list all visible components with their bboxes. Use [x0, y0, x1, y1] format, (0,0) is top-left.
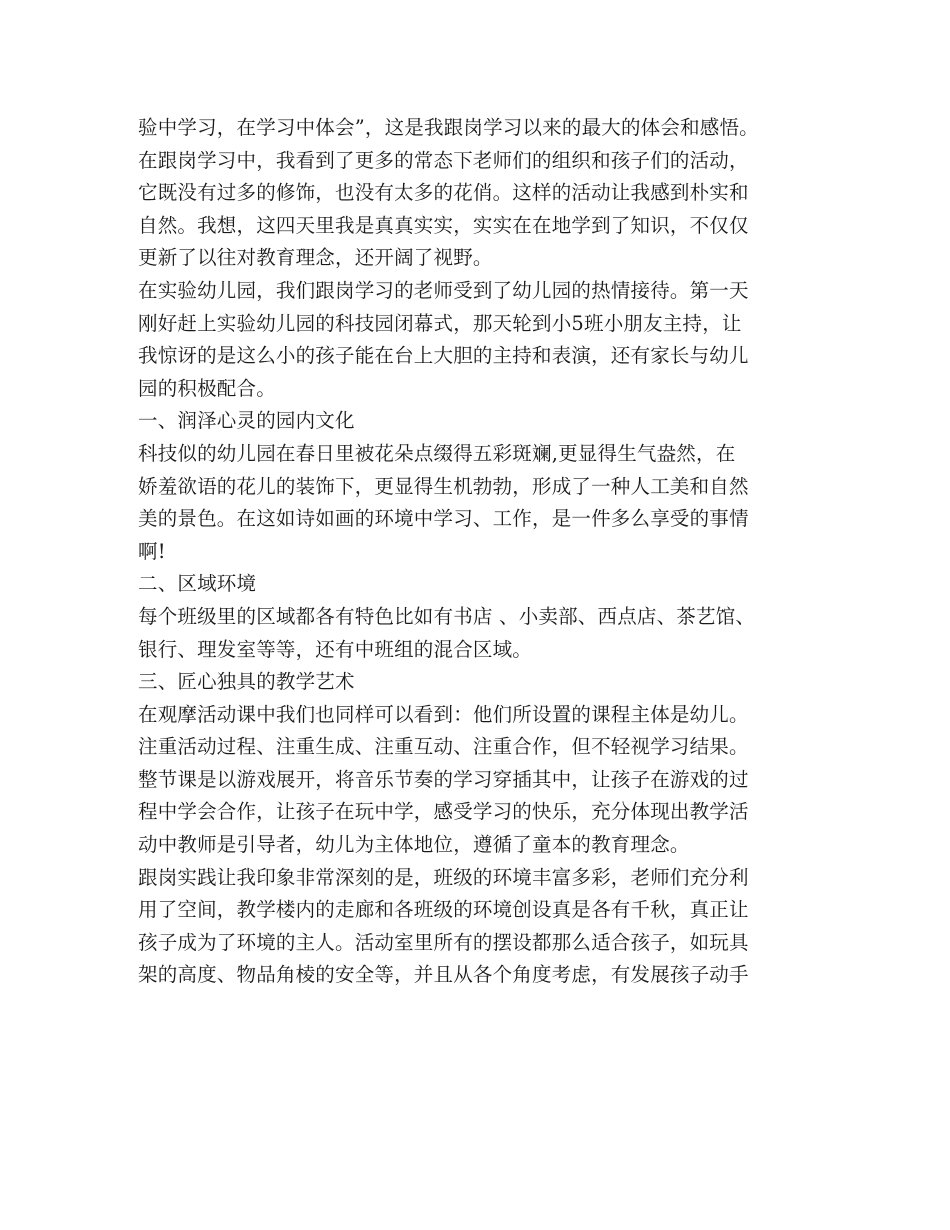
text-line: 更新了以往对教育理念，还开阔了视野。 — [138, 246, 493, 270]
section-heading: 一、润泽心灵的园内文化 — [138, 409, 355, 433]
text-line: 它既没有过多的修饰，也没有太多的花俏。这样的活动让我感到朴实和 — [138, 181, 749, 205]
text-line: 园的积极配合。 — [138, 376, 276, 400]
text-line: 科技似的幼儿园在春日里被花朵点缀得五彩斑斓,更显得生气盎然，在 — [138, 441, 736, 465]
text-line: 自然。我想，这四天里我是真真实实，实实在在地学到了知识，不仅仅 — [138, 213, 749, 237]
text-line: 刚好赶上实验幼儿园的科技园闭幕式，那天轮到小5班小朋友主持，让 — [138, 311, 742, 335]
text-line: 美的景色。在这如诗如画的环境中学习、工作，是一件多么享受的事情 — [138, 507, 749, 531]
text-line: 动中教师是引导者，幼儿为主体地位，遵循了童本的教育理念。 — [138, 833, 690, 857]
text-line: 验中学习，在学习中体会”，这是我跟岗学习以来的最大的体会和感悟。 — [138, 116, 759, 139]
text-line: 跟岗实践让我印象非常深刻的是，班级的环境丰富多彩，老师们充分利 — [138, 865, 749, 889]
text-line: 啊! — [138, 539, 166, 563]
text-line: 程中学会合作，让孩子在玩中学，感受学习的快乐，充分体现出教学活 — [138, 800, 749, 824]
document-body — [138, 112, 838, 992]
section-heading: 二、区域环境 — [138, 572, 257, 596]
text-line: 每个班级里的区域都各有特色比如有书店 、小卖部、西点店、茶艺馆、 — [138, 604, 756, 628]
text-line: 注重活动过程、注重生成、注重互动、注重合作，但不轻视学习结果。 — [138, 735, 749, 759]
text-line: 银行、理发室等等，还有中班组的混合区域。 — [138, 637, 533, 661]
text-line: 在实验幼儿园，我们跟岗学习的老师受到了幼儿园的热情接待。第一天 — [138, 278, 749, 302]
text-line: 娇羞欲语的花儿的装饰下，更显得生机勃勃，形成了一种人工美和自然 — [138, 474, 749, 498]
text-line: 架的高度、物品角棱的安全等，并且从各个角度考虑，有发展孩子动手 — [138, 963, 749, 987]
section-heading: 三、匠心独具的教学艺术 — [138, 670, 355, 694]
text-line: 孩子成为了环境的主人。活动室里所有的摆设都那么适合孩子，如玩具 — [138, 930, 749, 954]
text-line: 在跟岗学习中，我看到了更多的常态下老师们的组织和孩子们的活动， — [138, 148, 749, 172]
text-line: 整节课是以游戏展开，将音乐节奏的学习穿插其中，让孩子在游戏的过 — [138, 767, 749, 791]
text-line: 用了空间，教学楼内的走廊和各班级的环境创设真是各有千秋，真正让 — [138, 898, 749, 922]
text-line: 在观摩活动课中我们也同样可以看到：他们所设置的课程主体是幼儿。 — [138, 702, 749, 726]
text-line: 我惊讶的是这么小的孩子能在台上大胆的主持和表演，还有家长与幼儿 — [138, 344, 749, 368]
